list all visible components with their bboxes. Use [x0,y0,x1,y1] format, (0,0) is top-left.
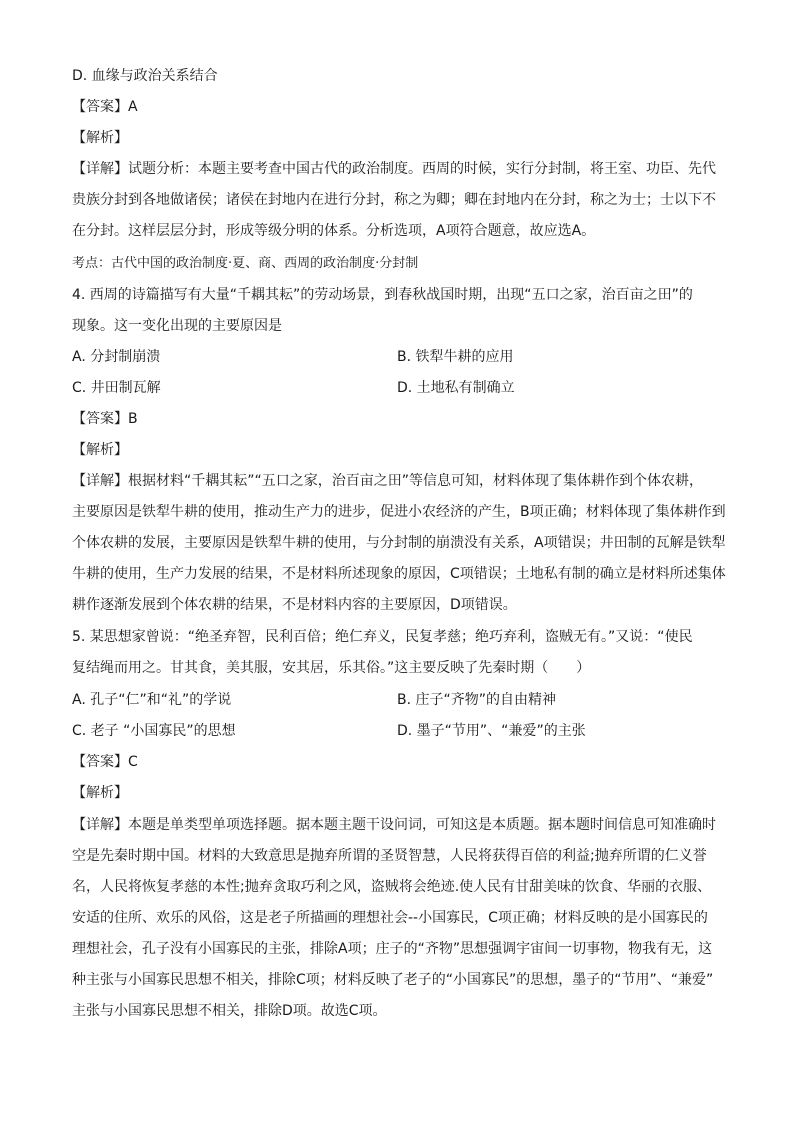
q5-option-b: B. 庄子“齐物”的自由精神 [397,692,557,708]
q4-option-b: B. 铁犁牛耕的应用 [397,349,514,365]
q5-detail-line: 理想社会，孔子没有小国寡民的主张，排除A项；庄子的“齐物”思想强调宇宙间一切事物，物我有无，这 [72,941,713,957]
q5-detail-line: 种主张与小国寡民思想不相关，排除C项；材料反映了老子的“小国寡民”的思想，墨子的“节用”、“兼爱” [72,972,714,988]
q5-detail-line: 名，人民将恢复孝慈的本性;抛弃贪取巧利之风，盗贼将会绝迹.使人民有甘甜美味的饮食、华丽的衣服、 [72,879,712,895]
q4-detail-line: 【详解】根据材料“千耦其耘”“五口之家，治百亩之田”等信息可知，材料体现了集体耕作到个体农耕， [72,473,704,489]
q5-option-d: D. 墨子“节用”、“兼爱”的主张 [397,723,586,739]
q5-answer: 【答案】C [72,754,138,770]
q4-answer: 【答案】B [72,411,138,427]
q4-detail-line: 主要原因是铁犁牛耕的使用，推动生产力的进步，促进小农经济的产生，B项正确；材料体现了集体耕作到 [72,504,726,520]
q5-option-a: A. 孔子“仁”和“礼”的学说 [72,692,232,708]
q4-stem-line: 4. 西周的诗篇描写有大量“千耦其耘”的劳动场景，到春秋战国时期，出现“五口之家，治百亩之田”的 [72,287,693,303]
q4-detail-line: 耕作逐渐发展到个体农耕的结果，不是材料内容的主要原因，D项错误。 [72,597,517,613]
q3-option-d: D. 血缘与政治关系结合 [72,68,218,84]
q5-detail-line: 【详解】本题是单类型单项选择题。据本题主题干设问词，可知这是本质题。据本题时间信息可知准确时 [72,817,716,833]
q3-detail-line: 在分封。这样层层分封，形成等级分明的体系。分析选项，A项符合题意，故应选A。 [72,223,596,239]
q3-detail-line: 贵族分封到各地做诸侯；诸侯在封地内在进行分封，称之为卿；卿在封地内在分封，称之为士；士以下不 [72,192,716,208]
q3-kaodian: 考点：古代中国的政治制度·夏、商、西周的政治制度·分封制 [72,256,419,271]
q4-option-a: A. 分封制崩溃 [72,349,161,365]
q5-detail-line: 空是先秦时期中国。材料的大致意思是抛弃所谓的圣贤智慧，人民将获得百倍的利益;抛弃所谓的仁义誉 [72,848,707,864]
q5-stem-line: 复结绳而用之。甘其食，美其服，安其居，乐其俗。”这主要反映了先秦时期（ ） [72,660,591,676]
q5-stem-line: 5. 某思想家曾说：“绝圣弃智，民利百倍；绝仁弃义，民复孝慈；绝巧弃利，盗贼无有。”又说：“使民 [72,629,693,645]
q5-analysis-label: 【解析】 [72,785,128,801]
q4-analysis-label: 【解析】 [72,442,128,458]
q4-detail-line: 牛耕的使用，生产力发展的结果，不是材料所述现象的原因，C项错误；土地私有制的确立是材料所述集体 [72,566,726,582]
q4-stem-line: 现象。这一变化出现的主要原因是 [72,318,282,334]
q5-detail-line: 安适的住所、欢乐的风俗，这是老子所描画的理想社会--小国寡民，C项正确；材料反映的是小国寡民的 [72,910,708,926]
q5-option-c: C. 老子 “小国寡民”的思想 [72,723,236,739]
q3-answer: 【答案】A [72,99,138,115]
q4-detail-line: 个体农耕的发展，主要原因是铁犁牛耕的使用，与分封制的崩溃没有关系，A项错误；井田制的瓦解是铁犁 [72,535,726,551]
q4-option-c: C. 井田制瓦解 [72,380,161,396]
q3-detail-line: 【详解】试题分析：本题主要考查中国古代的政治制度。西周的时候，实行分封制，将王室、功臣、先代 [72,161,716,177]
q3-analysis-label: 【解析】 [72,130,128,146]
q4-option-d: D. 土地私有制确立 [397,380,515,396]
q5-detail-line: 主张与小国寡民思想不相关，排除D项。故选C项。 [72,1003,387,1019]
